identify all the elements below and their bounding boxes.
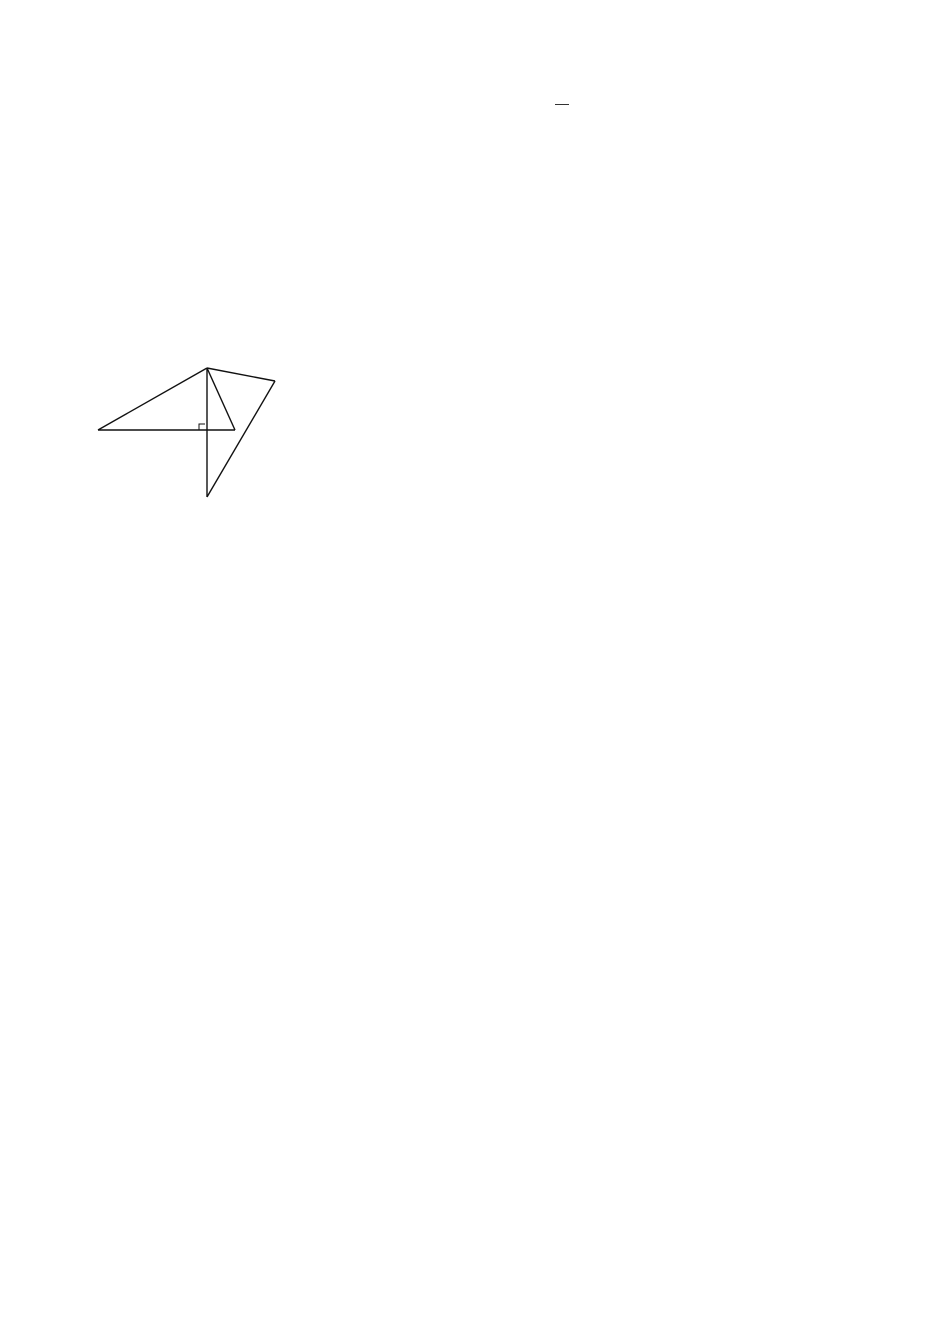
geometry-diagram (80, 340, 320, 530)
fraction-bar (555, 104, 569, 105)
triangle-rotation-figure (80, 340, 320, 530)
